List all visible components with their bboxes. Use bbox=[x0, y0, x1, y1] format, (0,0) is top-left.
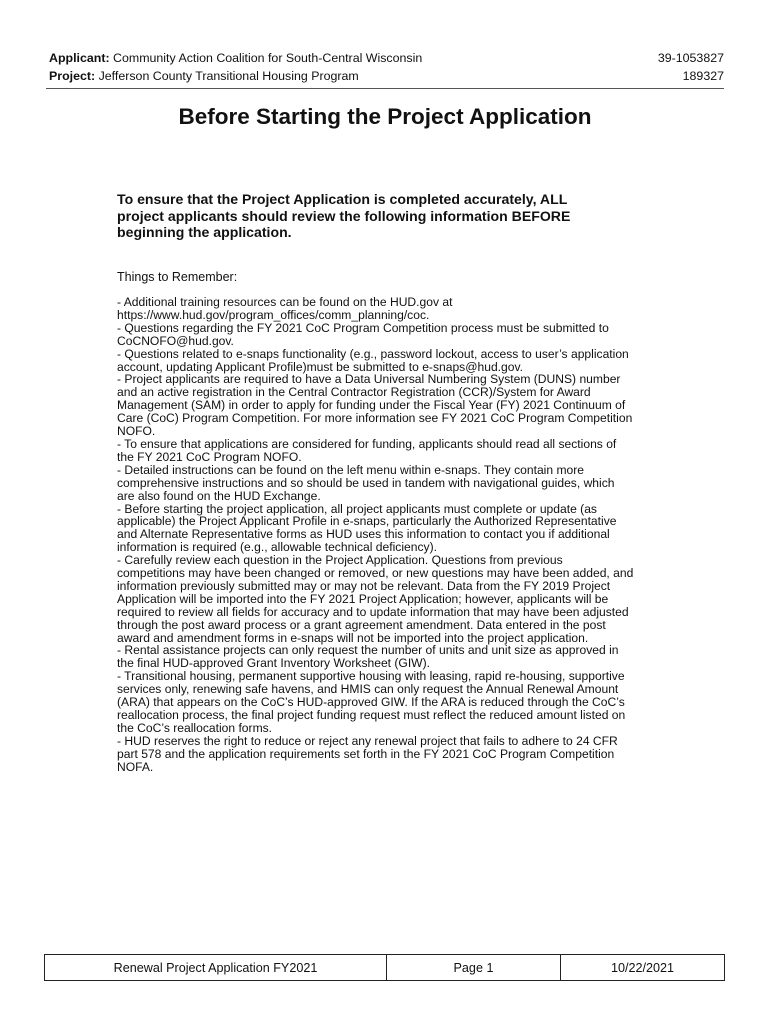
project-name: Jefferson County Transitional Housing Program bbox=[98, 69, 359, 83]
body-line: and Alternate Representative forms as HUD uses this information to contact you if additional bbox=[117, 527, 610, 542]
body-line: the final HUD-approved Grant Inventory Worksheet (GIW). bbox=[117, 656, 430, 671]
applicant-label: Applicant: bbox=[49, 51, 110, 65]
project-label: Project: bbox=[49, 69, 96, 83]
body-line: - Detailed instructions can be found on the left menu within e-snaps. They contain more bbox=[117, 462, 584, 477]
body-line: and an active registration in the Central Contractor Registration (CCR)/System for Award bbox=[117, 385, 591, 400]
body-line: information is required (e.g., allowable technical deficiency). bbox=[117, 540, 437, 555]
footer-date: 10/22/2021 bbox=[610, 960, 675, 975]
body-line: - Transitional housing, permanent supportive housing with leasing, rapid re-housing, supportive bbox=[117, 669, 625, 684]
instructions-body bbox=[117, 296, 657, 774]
body-line: - HUD reserves the right to reduce or reject any renewal project that fails to adhere to 24 CFR bbox=[117, 733, 618, 748]
body-line: required to review all fields for accuracy and to update information that may have been adjusted bbox=[117, 604, 629, 619]
body-line: - Project applicants are required to have a Data Universal Numbering System (DUNS) number bbox=[117, 372, 621, 387]
body-line: information previously submitted may or may not be relevant. Data from the FY 2019 Project bbox=[117, 578, 611, 593]
body-line: https://www.hud.gov/program_offices/comm_planning/coc. bbox=[117, 307, 430, 322]
body-line: Application will be imported into the FY 2021 Project Application; however, applicants will be bbox=[117, 591, 609, 606]
body-line: the FY 2021 CoC Program NOFO. bbox=[117, 449, 302, 464]
project-id: 189327 bbox=[682, 69, 724, 83]
body-line: - Carefully review each question in the Project Application. Questions from previous bbox=[117, 553, 563, 568]
body-line: - Additional training resources can be found on the HUD.gov at bbox=[117, 295, 453, 309]
body-line: - Rental assistance projects can only request the number of units and unit size as approved in bbox=[117, 643, 619, 658]
body-line: Management (SAM) in order to apply for funding under the Fiscal Year (FY) 2021 Continuum of bbox=[117, 398, 626, 413]
applicant-id: 39-1053827 bbox=[657, 51, 724, 65]
footer-page-number: Page 1 bbox=[387, 955, 561, 980]
intro-line: To ensure that the Project Application is completed accurately, ALL bbox=[117, 191, 568, 207]
body-line: NOFO. bbox=[117, 424, 156, 439]
body-line: reallocation process, the final project funding request must reflect the reduced amount listed on bbox=[117, 708, 626, 722]
intro-line: project applicants should review the following information BEFORE bbox=[117, 207, 571, 224]
header-divider bbox=[46, 88, 724, 89]
things-heading: Things to Remember: bbox=[117, 270, 238, 284]
body-line: Care (CoC) Program Competition. For more information see FY 2021 CoC Program Competition bbox=[117, 411, 633, 426]
page-title: Before Starting the Project Application bbox=[178, 104, 592, 129]
body-line: NOFA. bbox=[117, 759, 154, 774]
body-line: (ARA) that appears on the CoC’s HUD-approved GIW. If the ARA is reduced through the CoC’s bbox=[117, 695, 625, 710]
intro-line: beginning the application. bbox=[117, 224, 292, 240]
body-line: the CoC’s reallocation forms. bbox=[117, 720, 273, 735]
body-line: applicable) the Project Applicant Profile in e-snaps, particularly the Authorized Representative bbox=[117, 514, 617, 529]
intro-paragraph bbox=[117, 191, 637, 241]
body-line: competitions may have been changed or removed, or new questions may have been added, and bbox=[117, 566, 634, 581]
applicant-name: Community Action Coalition for South-Central Wisconsin bbox=[113, 51, 423, 65]
body-line: - Questions related to e-snaps functionality (e.g., password lockout, access to user’s application bbox=[117, 346, 629, 361]
project-row bbox=[49, 69, 724, 84]
body-line: account, updating Applicant Profile)must be submitted to e-snaps@hud.gov. bbox=[117, 359, 524, 374]
body-line: CoCNOFO@hud.gov. bbox=[117, 333, 234, 348]
body-line: - To ensure that applications are considered for funding, applicants should read all sections of bbox=[117, 436, 617, 451]
body-line: part 578 and the application requirements set forth in the FY 2021 CoC Program Competition bbox=[117, 746, 615, 761]
body-line: services only, renewing safe havens, and HMIS can only request the Annual Renewal Amount bbox=[117, 682, 619, 697]
body-line: - Before starting the project application, all project applicants must complete or update (as bbox=[117, 501, 597, 516]
body-line: through the post award process or a grant agreement amendment. Data entered in the post bbox=[117, 617, 606, 632]
applicant-row bbox=[49, 51, 724, 66]
body-line: are also found on the HUD Exchange. bbox=[117, 488, 321, 503]
page-footer bbox=[44, 954, 725, 981]
body-line: award and amendment forms in e-snaps will not be imported into the project application. bbox=[117, 630, 589, 645]
footer-document-name: Renewal Project Application FY2021 bbox=[45, 955, 387, 980]
body-line: - Questions regarding the FY 2021 CoC Program Competition process must be submitted to bbox=[117, 320, 609, 335]
body-line: comprehensive instructions and so should be used in tandem with navigational guides, which bbox=[117, 475, 615, 490]
